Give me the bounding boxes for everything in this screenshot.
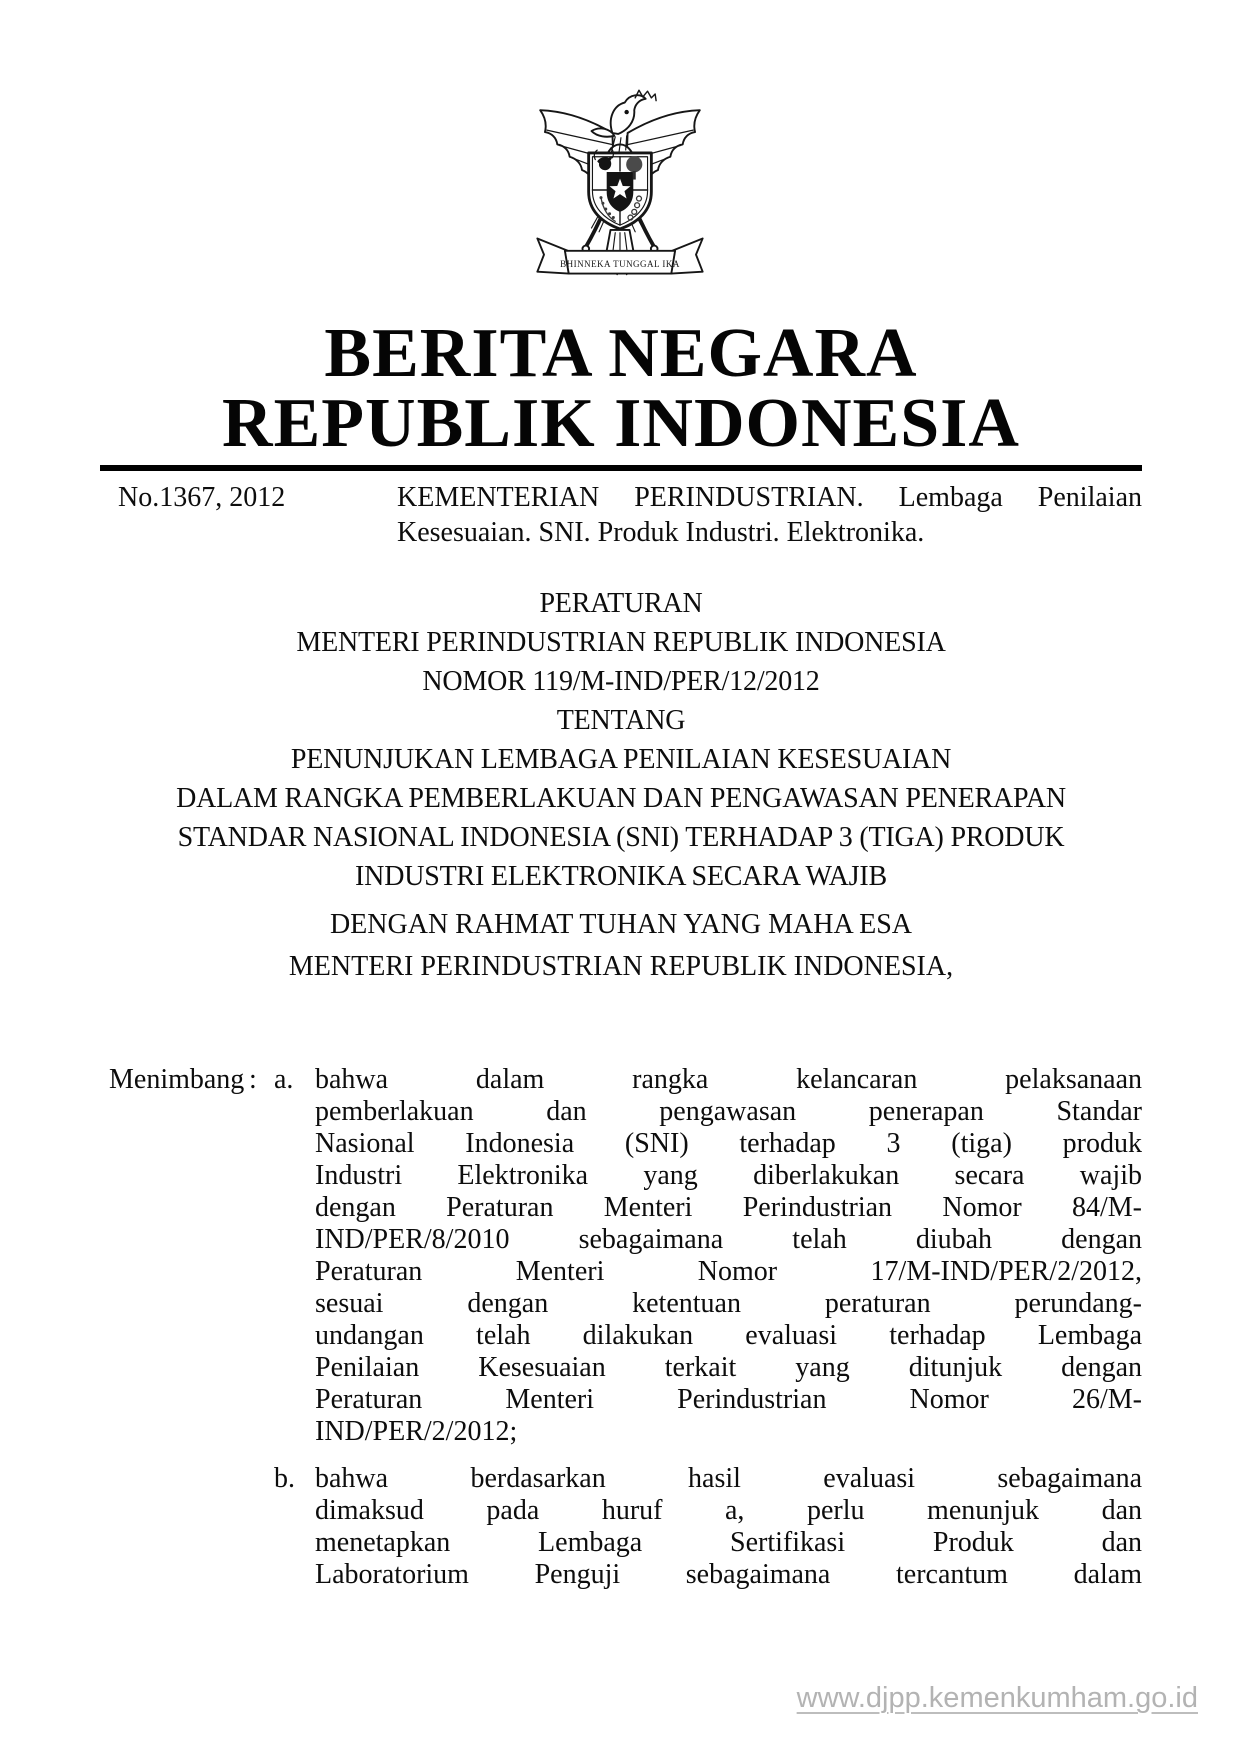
authority-line: MENTERI PERINDUSTRIAN REPUBLIK INDONESIA, [288, 951, 954, 982]
text-line: bahwa berdasarkan hasil evaluasi sebagaimana [315, 1463, 1142, 1494]
subject-line2: Kesesuaian. SNI. Produk Industri. Elektronika. [397, 517, 925, 548]
heading-line: PERATURAN [539, 588, 703, 619]
gazette-title-line1: BERITA NEGARA [324, 315, 918, 392]
text-line: pemberlakuan dan pengawasan penerapan Standar [315, 1096, 1142, 1127]
pancasila-shield-icon [589, 148, 652, 229]
masthead-rule [100, 465, 1142, 471]
text-line: Peraturan Menteri Perindustrian Nomor 26/M- [315, 1384, 1142, 1415]
motto-text: BHINNEKA TUNGGAL IKA [560, 258, 680, 269]
heading-line: NOMOR 119/M-IND/PER/12/2012 [422, 666, 820, 697]
heading-line: DALAM RANGKA PEMBERLAKUAN DAN PENGAWASAN PENERAPAN [176, 783, 1066, 814]
item-marker: b. [274, 1463, 295, 1494]
text-line: sesuai dengan ketentuan peraturan perundang- [315, 1288, 1142, 1319]
text-line: IND/PER/2/2012; [315, 1416, 518, 1447]
banyan-tree-icon [626, 156, 642, 172]
text-line: dimaksud pada huruf a, perlu menunjuk dan [315, 1495, 1142, 1526]
consideration-item [274, 1064, 1142, 1448]
subject-index [397, 480, 1142, 550]
text-line: menetapkan Lembaga Sertifikasi Produk dan [315, 1527, 1142, 1558]
item-marker: a. [274, 1064, 294, 1095]
text-line: Nasional Indonesia (SNI) terhadap 3 (tiga) produk [315, 1128, 1142, 1159]
garuda-pancasila-emblem [525, 85, 715, 295]
text-line: Penilaian Kesesuaian terkait yang ditunjuk dengan [315, 1352, 1142, 1383]
emblem-container [0, 0, 1240, 295]
heading-line: INDUSTRI ELEKTRONIKA SECARA WAJIB [355, 861, 887, 892]
watermark-url: www.djpp.kemenkumham.go.id [796, 1682, 1198, 1714]
considerations-label: Menimbang [109, 1064, 245, 1095]
text-line: Industri Elektronika yang diberlakukan secara wajib [315, 1160, 1142, 1191]
issue-row [100, 480, 1142, 550]
considerations-block [100, 1064, 1142, 1591]
text-line: bahwa dalam rangka kelancaran pelaksanaan [315, 1064, 1142, 1095]
considerations-items [274, 1064, 1142, 1591]
text-line: IND/PER/8/2010 sebagaimana telah diubah dengan [315, 1224, 1142, 1255]
subject-line1: KEMENTERIAN PERINDUSTRIAN. Lembaga Penilaian [397, 482, 1142, 513]
text-line: Peraturan Menteri Nomor 17/M-IND/PER/2/2012, [315, 1256, 1142, 1287]
heading-line: STANDAR NASIONAL INDONESIA (SNI) TERHADAP 3 (TIGA) PRODUK [177, 822, 1065, 853]
heading-line: MENTERI PERINDUSTRIAN REPUBLIK INDONESIA [296, 627, 946, 658]
invocation-line: DENGAN RAHMAT TUHAN YANG MAHA ESA [329, 909, 913, 940]
gazette-title [100, 315, 1142, 462]
issue-number: No.1367, 2012 [118, 482, 286, 513]
item-text [315, 1463, 1142, 1591]
heading-line: PENUNJUKAN LEMBAGA PENILAIAN KESESUAIAN [290, 744, 952, 775]
heading-line: TENTANG [556, 705, 686, 736]
considerations-colon: : [249, 1064, 257, 1095]
gazette-title-line2: REPUBLIK INDONESIA [222, 385, 1020, 462]
consideration-item [274, 1463, 1142, 1591]
text-line: Laboratorium Penguji sebagaimana tercantum dalam [315, 1559, 1142, 1590]
item-text [315, 1064, 1142, 1448]
text-line: dengan Peraturan Menteri Perindustrian Nomor 84/M- [315, 1192, 1142, 1223]
text-line: undangan telah dilakukan evaluasi terhadap Lembaga [315, 1320, 1142, 1351]
regulation-heading [100, 584, 1142, 896]
